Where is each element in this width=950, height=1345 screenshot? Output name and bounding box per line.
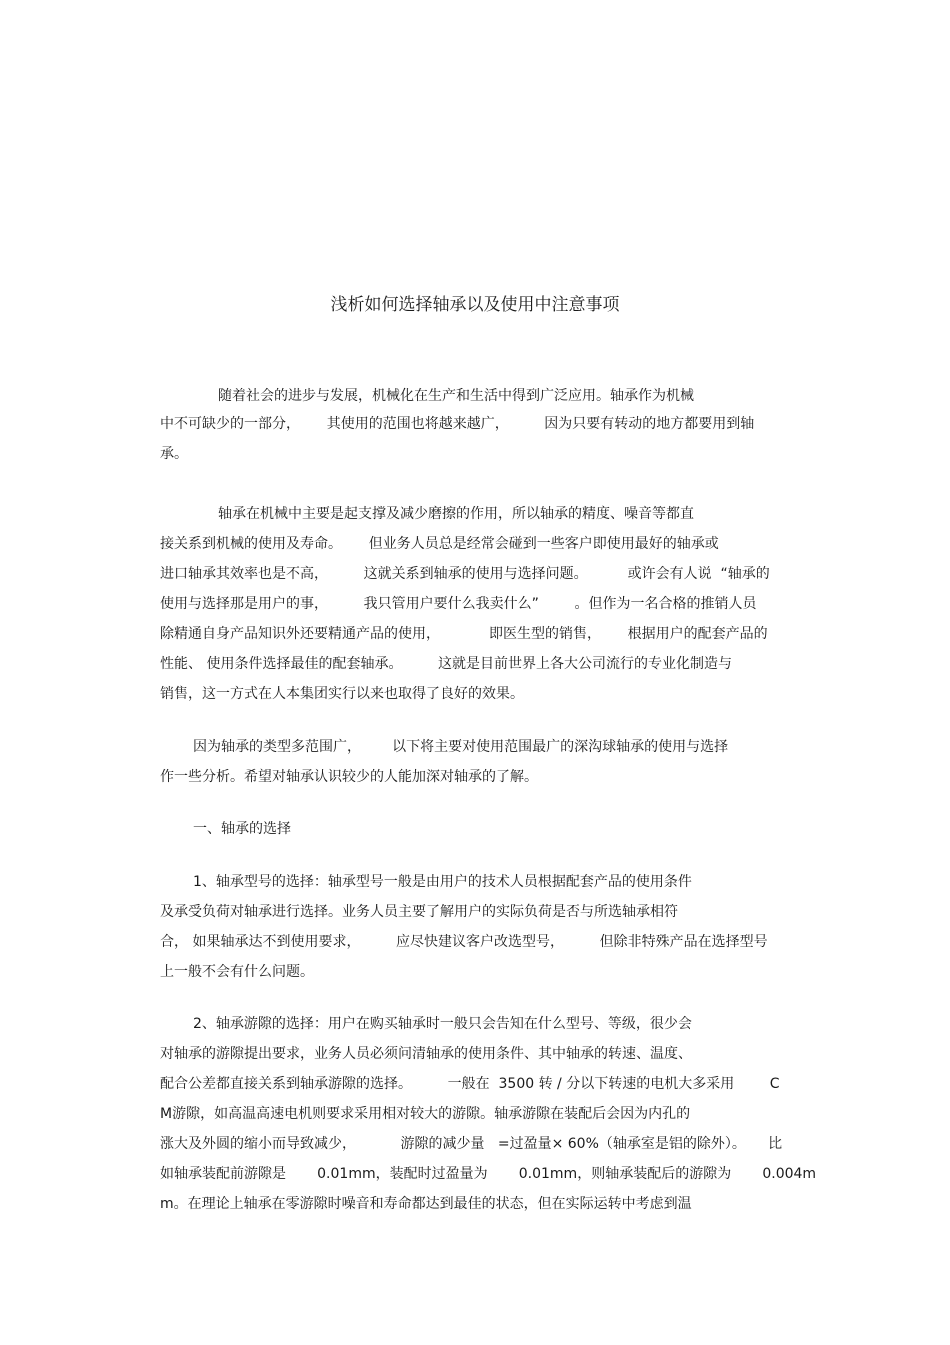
text-line: 对轴承的游隙提出要求，业务人员必须问清轴承的使用条件、其中轴承的转速、温度、 xyxy=(160,1046,692,1062)
text-line: 因为轴承的类型多范围广， 以下将主要对使用范围最广的深沟球轴承的使用与选择 xyxy=(193,739,729,755)
text-line: 承。 xyxy=(160,446,188,462)
text-line: 进口轴承其效率也是不高， 这就关系到轴承的使用与选择问题。 或许会有人说 “轴承的 xyxy=(160,566,770,582)
document-title: 浅析如何选择轴承以及使用中注意事项 xyxy=(330,295,620,315)
text-line: 如轴承装配前游隙是 0.01mm，装配时过盈量为 0.01mm，则轴承装配后的游隙为 0.004m xyxy=(160,1166,817,1182)
text-line: 及承受负荷对轴承进行选择。业务人员主要了解用户的实际负荷是否与所选轴承相符 xyxy=(160,904,678,920)
text-line: 上一般不会有什么问题。 xyxy=(160,964,314,980)
text-line: 涨大及外圆的缩小而导致减少， 游隙的减少量 =过盈量× 60%（轴承室是铝的除外）。 比 xyxy=(160,1136,783,1152)
text-line: 销售，这一方式在人本集团实行以来也取得了良好的效果。 xyxy=(160,686,524,702)
text-line: 性能、 使用条件选择最佳的配套轴承。 这就是目前世界上各大公司流行的专业化制造与 xyxy=(160,656,733,672)
text-line: 中不可缺少的一部分， 其使用的范围也将越来越广， 因为只要有转动的地方都要用到轴 xyxy=(160,416,755,432)
text-line: 合， 如果轴承达不到使用要求， 应尽快建议客户改选型号， 但除非特殊产品在选择型号 xyxy=(160,934,768,950)
text-line: M游隙，如高温高速电机则要求采用相对较大的游隙。轴承游隙在装配后会因为内孔的 xyxy=(160,1106,691,1122)
text-line: 接关系到机械的使用及寿命。 但业务人员总是经常会碰到一些客户即使用最好的轴承或 xyxy=(160,536,719,552)
text-line: 1、轴承型号的选择：轴承型号一般是由用户的技术人员根据配套产品的使用条件 xyxy=(193,874,692,890)
text-line: m。在理论上轴承在零游隙时噪音和寿命都达到最佳的状态，但在实际运转中考虑到温 xyxy=(160,1196,692,1212)
text-line: 2、轴承游隙的选择：用户在购买轴承时一般只会告知在什么型号、等级，很少会 xyxy=(193,1016,692,1032)
text-line: 作一些分析。希望对轴承认识较少的人能加深对轴承的了解。 xyxy=(160,769,538,785)
text-line: 使用与选择那是用户的事， 我只管用户要什么我卖什么” 。但作为一名合格的推销人员 xyxy=(160,596,757,612)
text-line: 轴承在机械中主要是起支撑及减少磨擦的作用，所以轴承的精度、噪音等都直 xyxy=(218,506,694,522)
text-line: 除精通自身产品知识外还要精通产品的使用， 即医生型的销售， 根据用户的配套产品的 xyxy=(160,626,768,642)
section-heading: 一、轴承的选择 xyxy=(193,821,291,837)
text-line: 配合公差都直接关系到轴承游隙的选择。 一般在 3500 转 / 分以下转速的电机大多采用 C xyxy=(160,1076,780,1092)
text-line: 随着社会的进步与发展，机械化在生产和生活中得到广泛应用。轴承作为机械 xyxy=(218,388,694,404)
